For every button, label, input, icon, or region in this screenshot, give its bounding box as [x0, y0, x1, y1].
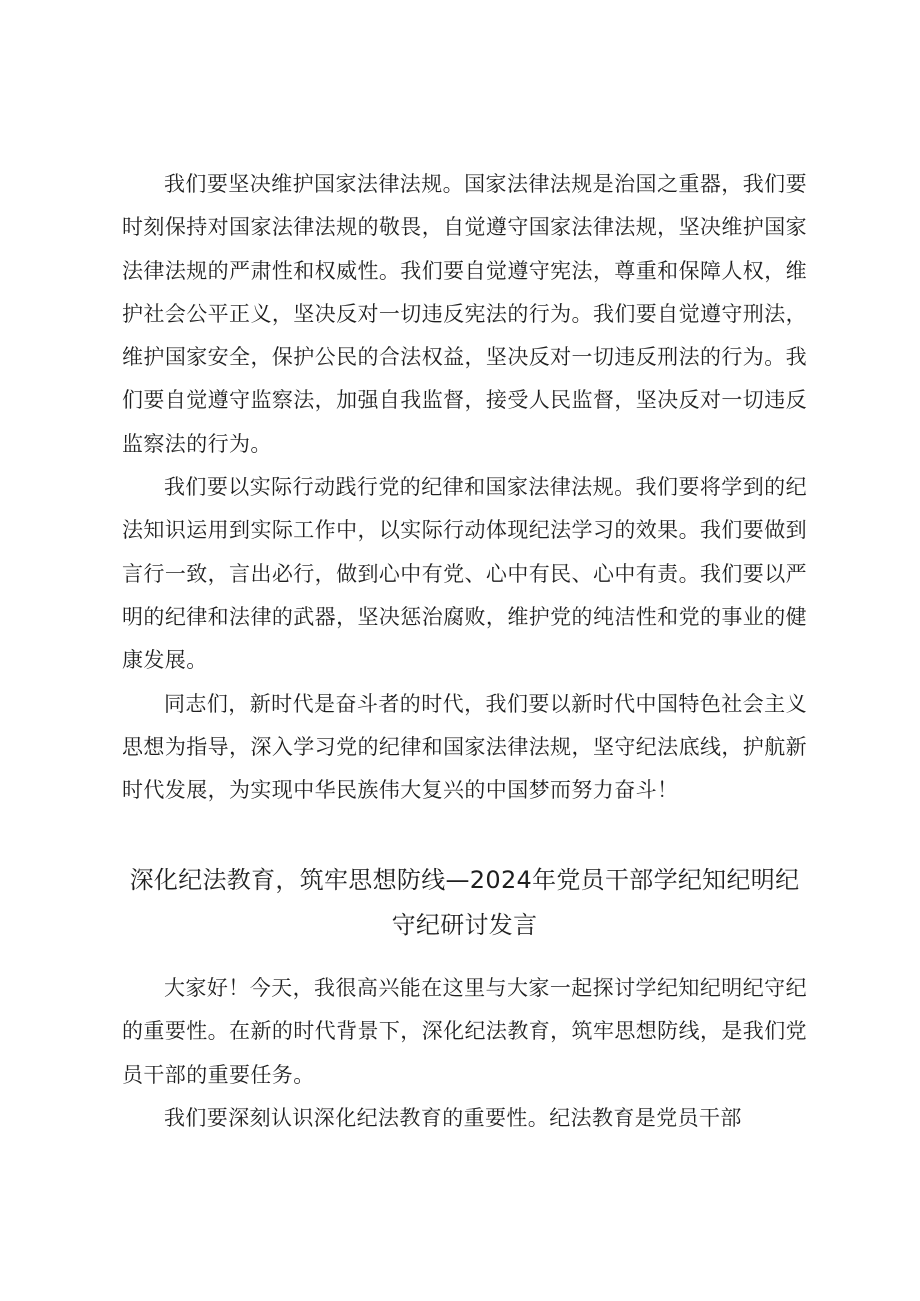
- paragraph-importance: 我们要深刻认识深化纪法教育的重要性。纪法教育是党员干部: [164, 1105, 742, 1130]
- section-one-body: [122, 163, 807, 812]
- paragraph-practice-discipline: 我们要以实际行动践行党的纪律和国家法律法规。我们要将学到的纪法知识运用到实际工作中，以实际行动体现纪法学习的效果。我们要做到言行一致，言出必行，做到心中有党、心中有民、心中有责。我们要以严明的纪律和法律的武器，坚决惩治腐败，维护党的纯洁性和党的事业的健康发展。: [122, 475, 807, 673]
- paragraph-greeting: 大家好！今天，我很高兴能在这里与大家一起探讨学纪知纪明纪守纪的重要性。在新的时代背景下，深化纪法教育，筑牢思想防线，是我们党员干部的重要任务。: [122, 976, 807, 1087]
- section-two-body: [122, 967, 807, 1140]
- paragraph-closing: 同志们，新时代是奋斗者的时代，我们要以新时代中国特色社会主义思想为指导，深入学习党的纪律和国家法律法规，坚守纪法底线，护航新时代发展，为实现中华民族伟大复兴的中国梦而努力奋斗！: [122, 691, 807, 803]
- paragraph-uphold-laws: 我们要坚决维护国家法律法规。国家法律法规是治国之重器，我们要时刻保持对国家法律法规的敬畏，自觉遵守国家法律法规，坚决维护国家法律法规的严肃性和权威性。我们要自觉遵守宪法，尊重和保障人权，维护社会公平正义，坚决反对一切违反宪法的行为。我们要自觉遵守刑法，维护国家安全，保护公民的合法权益，坚决反对一切违反刑法的行为。我们要自觉遵守监察法，加强自我监督，接受人民监督，坚决反对一切违反监察法的行为。: [122, 172, 807, 456]
- speech-title: 深化纪法教育，筑牢思想防线—2024年党员干部学纪知纪明纪守纪研讨发言: [129, 866, 800, 939]
